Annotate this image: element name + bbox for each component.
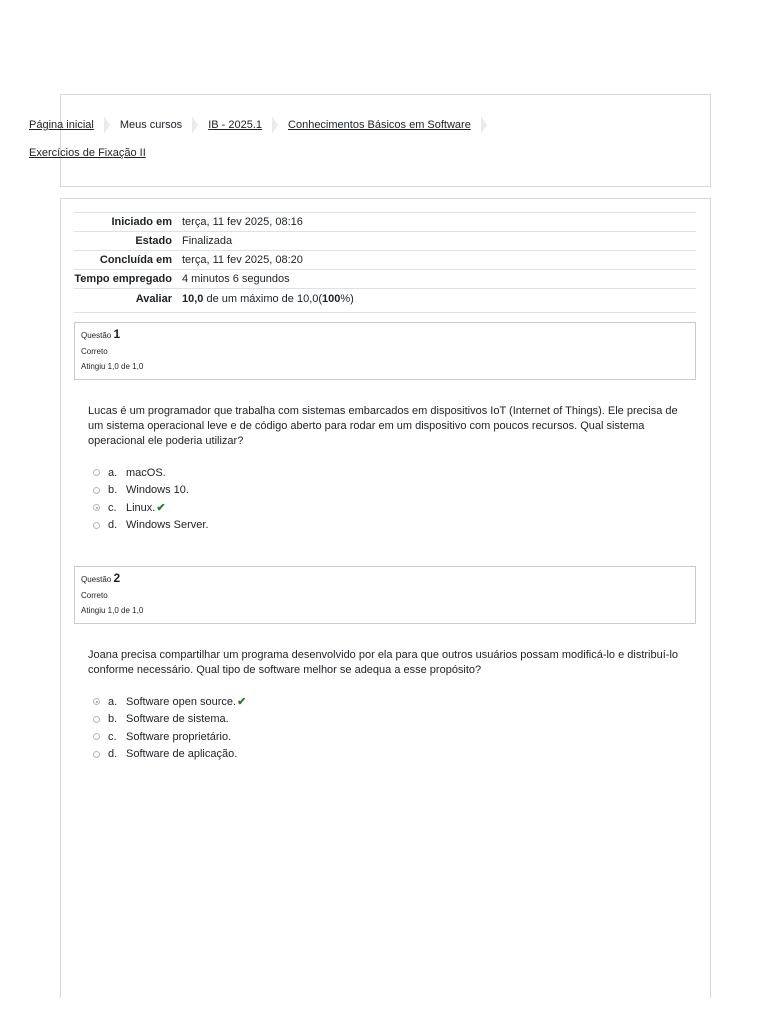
breadcrumb-item-home[interactable]: [29, 116, 120, 134]
answer-option[interactable]: [93, 711, 246, 729]
breadcrumb-link-quiz[interactable]: Exercícios de Fixação II: [29, 147, 146, 159]
option-letter: b.: [108, 713, 118, 726]
breadcrumb-item-my-courses: [120, 116, 208, 134]
radio-button-checked[interactable]: [93, 504, 100, 511]
option-text: Windows 10.: [126, 484, 189, 497]
grade-percent: 100: [322, 293, 341, 305]
summary-label: Iniciado em: [74, 213, 180, 232]
answer-option[interactable]: [93, 728, 246, 746]
attempt-summary-table: [74, 212, 696, 313]
breadcrumb-link-section[interactable]: Conhecimentos Básicos em Software: [288, 119, 471, 131]
option-letter: b.: [108, 484, 118, 497]
option-text: macOS.: [126, 466, 166, 479]
breadcrumb-item-section[interactable]: [288, 116, 497, 134]
summary-row-started: [74, 213, 696, 232]
option-text: Windows Server.: [126, 519, 209, 532]
option-letter: c.: [108, 501, 117, 514]
summary-label: Estado: [74, 232, 180, 251]
summary-row-completed: [74, 251, 696, 270]
question-status: Correto: [81, 591, 108, 600]
radio-button[interactable]: [93, 487, 100, 494]
question-number: [81, 571, 689, 585]
radio-button[interactable]: [93, 469, 100, 476]
radio-button[interactable]: [93, 716, 100, 723]
answer-option-selected[interactable]: [93, 499, 209, 517]
grade-score: 10,0: [182, 293, 204, 305]
option-text: Software proprietário.: [126, 730, 232, 743]
answer-option[interactable]: [93, 517, 209, 535]
radio-button[interactable]: [93, 522, 100, 529]
breadcrumb-separator-icon: [104, 116, 110, 134]
summary-row-state: [74, 232, 696, 251]
summary-label: Concluída em: [74, 251, 180, 270]
correct-check-icon: ✔: [156, 502, 166, 515]
correct-check-icon: ✔: [237, 696, 247, 709]
radio-button-checked[interactable]: [93, 698, 100, 705]
breadcrumb-separator-icon: [481, 116, 487, 134]
option-text: Linux.: [126, 501, 156, 514]
answer-option-selected[interactable]: [93, 693, 246, 711]
question-number: [81, 327, 689, 341]
answer-list-1: [93, 464, 209, 534]
question-number-value: 2: [113, 571, 121, 585]
option-letter: d.: [108, 748, 118, 761]
question-prefix: Questão: [81, 575, 112, 584]
summary-value: Finalizada: [180, 232, 696, 251]
question-prefix: Questão: [81, 331, 112, 340]
breadcrumb-item-course[interactable]: [208, 116, 288, 134]
summary-label: Avaliar: [74, 289, 180, 313]
summary-row-grade: [74, 289, 696, 313]
grade-end: %): [340, 293, 354, 305]
option-text: Software de sistema.: [126, 713, 229, 726]
radio-button[interactable]: [93, 733, 100, 740]
summary-row-time: [74, 270, 696, 289]
option-letter: c.: [108, 730, 117, 743]
summary-value: terça, 11 fev 2025, 08:20: [180, 251, 696, 270]
question-info-1: [74, 322, 696, 380]
option-letter: a.: [108, 466, 118, 479]
breadcrumb-separator-icon: [272, 116, 278, 134]
answer-option[interactable]: [93, 482, 209, 500]
summary-label: Tempo empregado: [74, 270, 180, 289]
question-info-2: [74, 566, 696, 624]
question-text-2: Joana precisa compartilhar um programa desenvolvido por ela para que outros usuários possam modificá-lo e distribuí-lo conforme necessário. Qual tipo de software melhor se adequa a esse propósito?: [88, 649, 679, 676]
question-status: Correto: [81, 347, 108, 356]
option-text: Software de aplicação.: [126, 748, 238, 761]
radio-button[interactable]: [93, 751, 100, 758]
breadcrumb-text-my-courses: Meus cursos: [119, 119, 183, 131]
question-number-value: 1: [113, 327, 121, 341]
question-mark: Atingiu 1,0 de 1,0: [81, 606, 144, 615]
breadcrumb-link-course[interactable]: IB - 2025.1: [208, 119, 263, 131]
question-text-1: Lucas é um programador que trabalha com sistemas embarcados em dispositivos IoT (Internet of Things). Ele precisa de um sistema operacional leve e de código aberto para rodar em um dispositivo com poucos recursos. Qual sistema operacional ele poderia utilizar?: [88, 405, 678, 447]
grade-mid: de um máximo de 10,0(: [203, 293, 323, 305]
summary-value: terça, 11 fev 2025, 08:16: [180, 213, 696, 232]
breadcrumb-item-quiz[interactable]: [29, 147, 146, 159]
summary-value: [180, 289, 696, 313]
option-letter: d.: [108, 519, 118, 532]
breadcrumb-separator-icon: [192, 116, 198, 134]
answer-option[interactable]: [93, 746, 246, 764]
option-letter: a.: [108, 695, 118, 708]
breadcrumb-link-home[interactable]: Página inicial: [29, 119, 94, 131]
summary-value: 4 minutos 6 segundos: [180, 270, 696, 289]
answer-list-2: [93, 693, 246, 763]
answer-option[interactable]: [93, 464, 209, 482]
breadcrumb: [29, 116, 497, 162]
question-mark: Atingiu 1,0 de 1,0: [81, 362, 144, 371]
option-text: Software open source.: [126, 695, 237, 708]
